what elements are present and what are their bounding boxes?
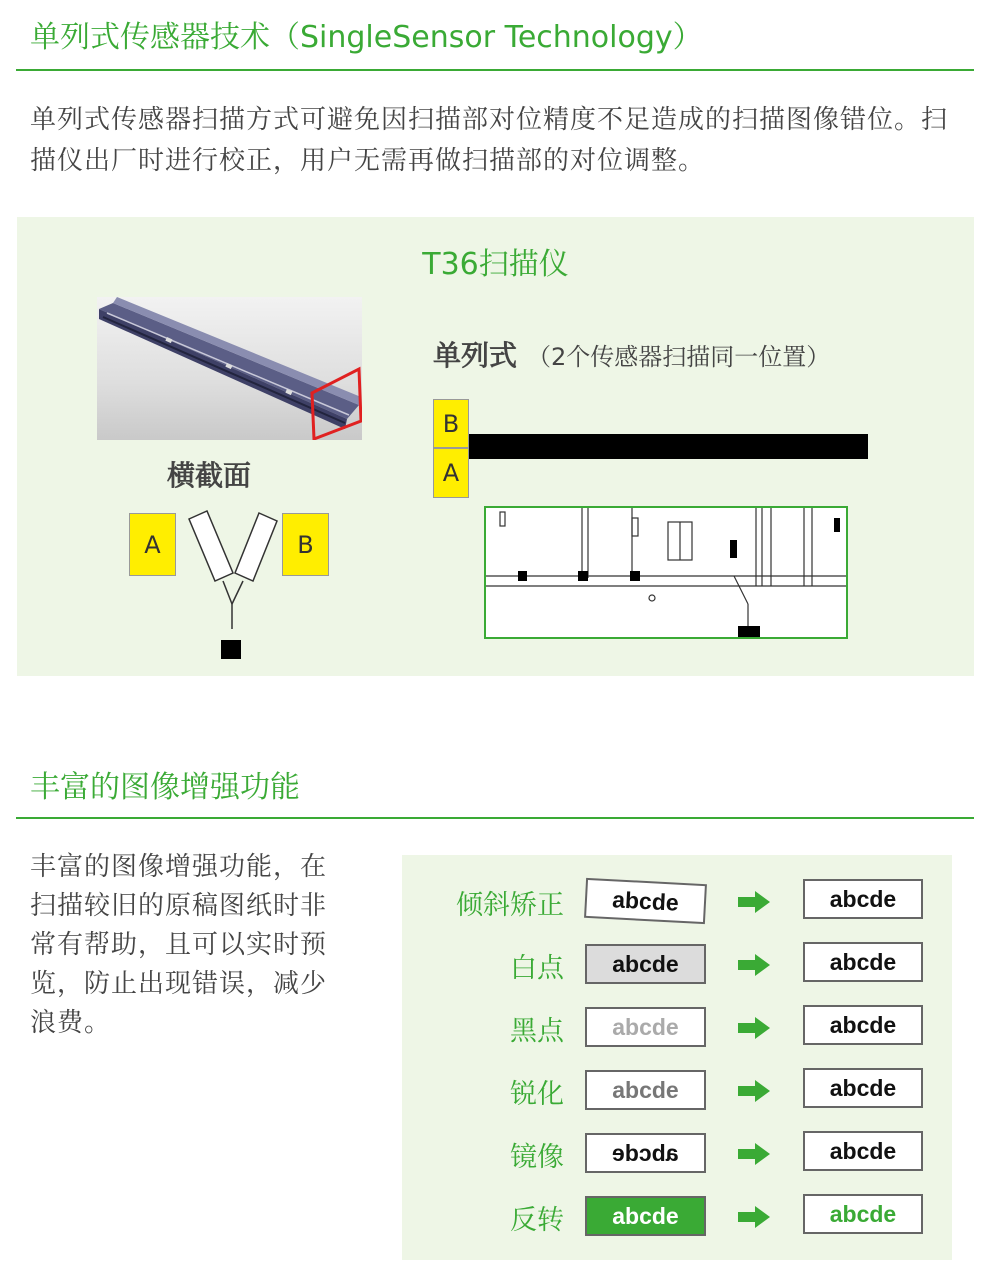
feature-row-sharpen (402, 1068, 952, 1113)
after-sample: abcde (803, 1068, 923, 1108)
section-title-image-enhancement: 丰富的图像增强功能 (30, 770, 300, 805)
after-sample: abcde (803, 1005, 923, 1045)
cross-section-label: 横截面 (167, 459, 252, 492)
after-sample: abcde (803, 942, 923, 982)
feature-row-mirror (402, 1131, 952, 1176)
arrow-right-icon (738, 1206, 770, 1228)
feature-label: 锐化 (510, 1079, 564, 1110)
scan-line-bar (469, 434, 868, 459)
sensor-a-box-row: A (433, 448, 469, 498)
arrow-right-icon (738, 1080, 770, 1102)
enhancement-comparison-panel (402, 855, 952, 1260)
single-row-title: 单列式 (433, 339, 518, 372)
arrow-right-icon (738, 1143, 770, 1165)
section-title-single-sensor: 单列式传感器技术（SingleSensor Technology） (30, 20, 703, 55)
after-sample: abcde (803, 1194, 923, 1234)
feature-label: 白点 (510, 953, 564, 984)
single-row-note: （2个传感器扫描同一位置） (527, 343, 831, 371)
feature-row-invert (402, 1194, 952, 1239)
section-divider-2 (16, 817, 974, 819)
scanner-diagram-panel (17, 217, 974, 676)
feature-row-white-dots (402, 942, 952, 987)
before-sample: abcde (584, 878, 707, 924)
before-sample: abcde (585, 1070, 706, 1110)
after-sample: abcde (803, 879, 923, 919)
sensor-a-box: A (129, 513, 176, 576)
scanned-drawing-sample (484, 506, 848, 639)
after-sample: abcde (803, 1131, 923, 1171)
single-sensor-description: 单列式传感器扫描方式可避免因扫描部对位精度不足造成的扫描图像错位。扫描仪出厂时进行校正，用户无需再做扫描部的对位调整。 (30, 105, 949, 176)
scanner-bar-photo (97, 297, 362, 440)
before-sample: abcde (612, 1139, 679, 1166)
diagram-title: T36扫描仪 (422, 247, 569, 282)
feature-label: 黑点 (510, 1016, 564, 1047)
section-divider (16, 69, 974, 71)
arrow-right-icon (738, 954, 770, 976)
before-sample: abcde (585, 1007, 706, 1047)
before-sample-frame (585, 1133, 706, 1173)
single-row-label (433, 334, 830, 374)
before-sample: abcde (585, 944, 706, 984)
feature-label: 镜像 (510, 1142, 564, 1173)
sensor-convergence-diagram (187, 509, 282, 659)
arrow-right-icon (738, 891, 770, 913)
feature-row-deskew (402, 879, 952, 924)
feature-label: 反转 (510, 1205, 564, 1236)
sensor-b-box: B (282, 513, 329, 576)
feature-row-black-dots (402, 1005, 952, 1050)
feature-label: 倾斜矫正 (456, 890, 564, 921)
enhancement-description: 丰富的图像增强功能，在扫描较旧的原稿图纸时非常有帮助，且可以实时预览，防止出现错误，减少浪费。 (30, 852, 328, 1038)
before-sample: abcde (585, 1196, 706, 1236)
sensor-b-box-row: B (433, 399, 469, 448)
arrow-right-icon (738, 1017, 770, 1039)
